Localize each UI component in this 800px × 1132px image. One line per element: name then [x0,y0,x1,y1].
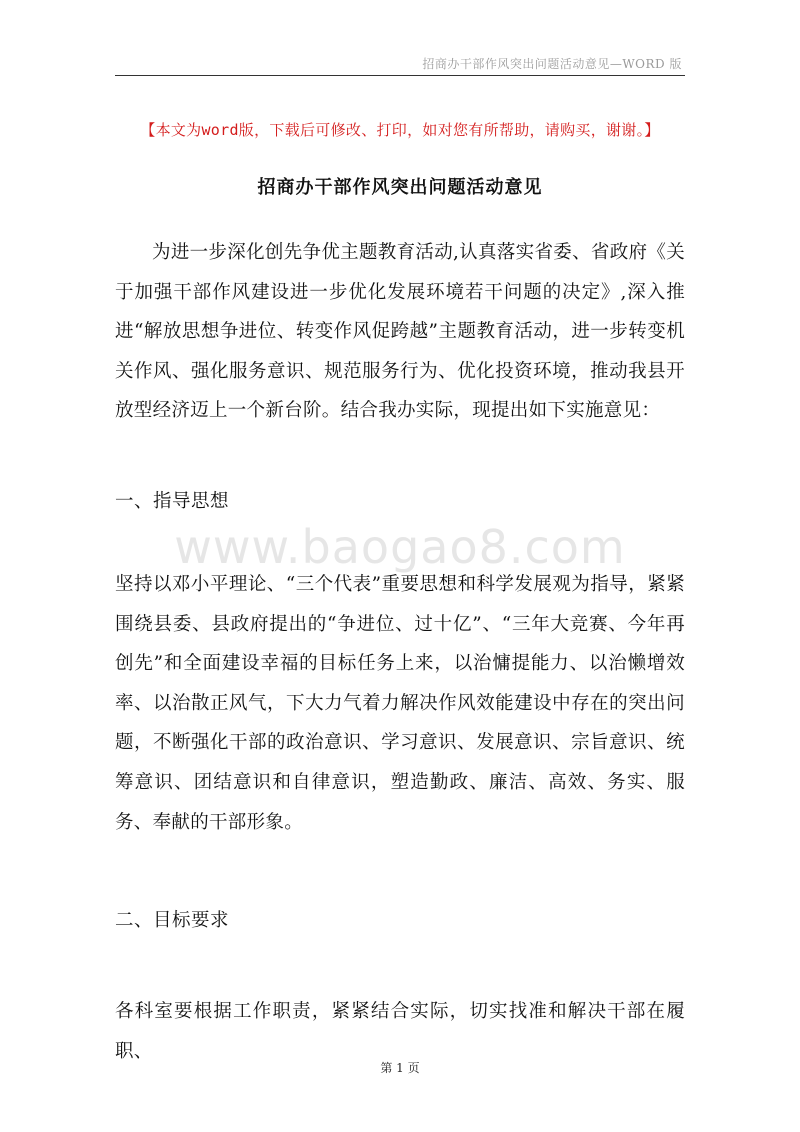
running-header: 招商办干部作风突出问题活动意见—WORD 版 [422,57,682,71]
section-heading-goals: 二、目标要求 [115,910,230,931]
section-heading-guiding-ideology: 一、指导思想 [115,491,230,512]
intro-paragraph: 为进一步深化创先争优主题教育活动,认真落实省委、省政府《关于加强干部作风建设进一步优化发展环境若干问题的决定》,深入推进“解放思想争进位、转变作风促跨越”主题教育活动，进一步转变机关作风、强化服务意识、规范服务行为、优化投资环境，推动我县开放型经济迈上一个新台阶。结合我办实际，现提出如下实施意见： [115,242,685,422]
page-number: 第 1 页 [380,1061,420,1075]
header-rule [115,75,685,76]
purchase-notice: 【本文为word版，下载后可修改、打印，如对您有所帮助，请购买，谢谢。】 [140,121,660,139]
watermark: www.baogao8.com [174,520,626,574]
section-body-goals: 各科室要根据工作职责，紧紧结合实际，切实找准和解决干部在履职、 [115,1001,685,1062]
section-body-guiding-ideology: 坚持以邓小平理论、“三个代表”重要思想和科学发展观为指导，紧紧围绕县委、县政府提出的“争进位、过十亿”、“三年大竞赛、今年再创先”和全面建设幸福的目标任务上来，以治慵提能力、以治懒增效率、以治散正风气，下大力气着力解决作风效能建设中存在的突出问题，不断强化干部的政治意识、学习意识、发展意识、宗旨意识、统筹意识、团结意识和自律意识，塑造勤政、廉洁、高效、务实、服务、奉献的干部形象。 [115,574,685,833]
document-title: 招商办干部作风突出问题活动意见 [257,177,543,198]
